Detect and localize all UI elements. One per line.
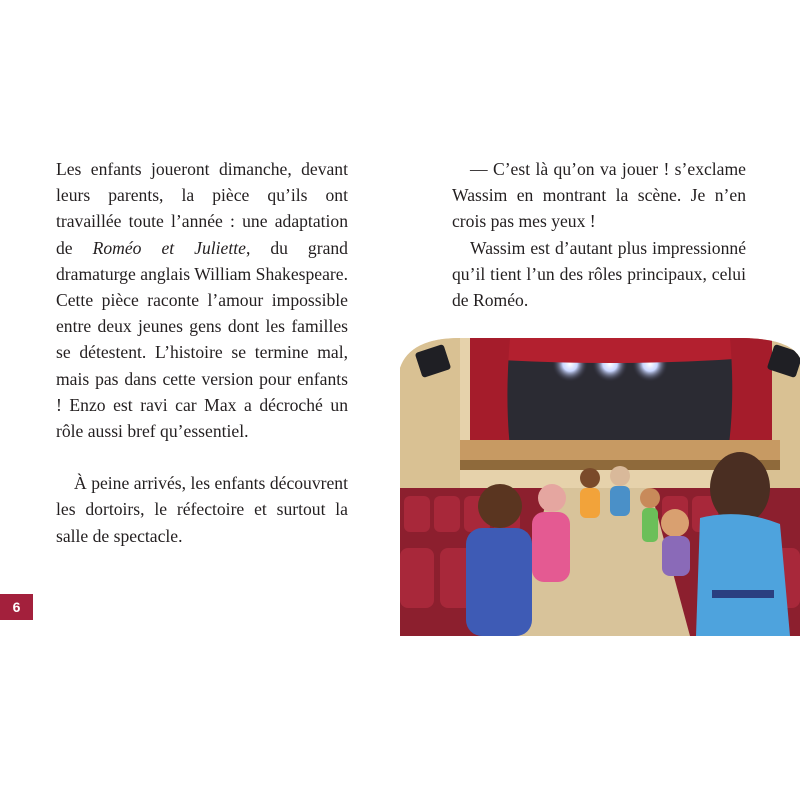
left-paragraph-1-text-a: Les enfants joueront dimanche, devant leurs parents, la pièce qu’ils ont travaillée toute l’année : une adaptation de [56,159,348,258]
theater-scene-drawing [400,328,800,636]
left-paragraph-2: À peine arrivés, les enfants découvrent les dortoirs, le réfectoire et surtout la salle de spectacle. [56,473,348,546]
right-paragraph-1: — C’est là qu’on va jouer ! s’exclame Wassim en montrant la scène. Je n’en crois pas mes yeux ! [452,159,746,232]
left-paragraph-1 [56,156,348,444]
boy-blue-jacket [466,528,532,636]
page-number-badge: 6 [0,594,33,620]
right-paragraph-2: Wassim est d’autant plus impressionné qu’il tient l’un des rôles principaux, celui de Roméo. [452,237,746,311]
curtain-valance [470,338,750,363]
girl-pink-jacket [532,512,570,582]
theater-illustration [400,328,800,636]
boy-head [478,484,522,528]
left-text-column [56,156,348,549]
left-paragraph-1-text-b: , du grand dramaturge anglais William Shakespeare. Cette pièce raconte l’amour impossible entre deux jeunes gens dont les familles se détestent. L’histoire se termine mal, mais pas dans cette version pour enfants ! Enzo est ravi car Max a décroché un rôle aussi bref qu’essentiel. [56,237,348,442]
play-title-italic: Roméo et Juliette [92,237,246,258]
right-text-column [452,156,746,313]
